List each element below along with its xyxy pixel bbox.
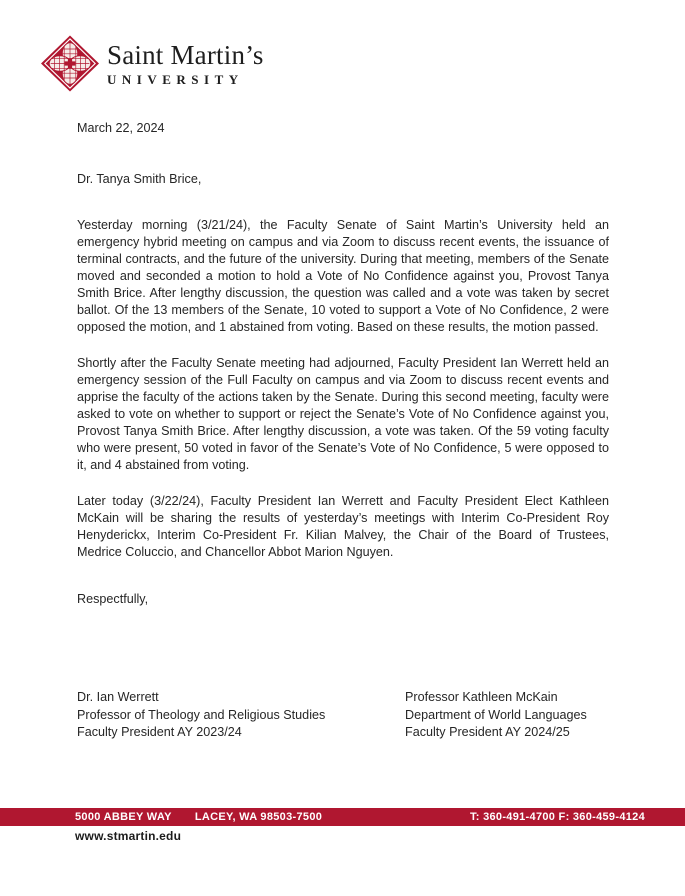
signer-title: Professor of Theology and Religious Studies bbox=[77, 707, 326, 722]
paragraph-2: Shortly after the Faculty Senate meeting had adjourned, Faculty President Ian Werrett held an emergency session of the Full Faculty on campus and via Zoom to discuss recent events and apprise the faculty of the actions taken by the Senate. During this second meeting, faculty were asked to vote on whether to support or reject the Senate’s Vote of No Confidence against you, Provost Tanya Smith Brice. After lengthy discussion, a vote was taken. Of the 59 voting faculty who were present, 50 voted in favor of the Senate’s Vote of No Confidence, 5 were opposed to it, and 4 abstained from voting. bbox=[77, 356, 609, 472]
paragraph-1: Yesterday morning (3/21/24), the Faculty Senate of Saint Martin’s University held an emergency hybrid meeting on campus and via Zoom to discuss recent events, the issuance of terminal contracts, and the future of the university. During that meeting, members of the Senate moved and seconded a motion to hold a Vote of No Confidence against you, Provost Tanya Smith Brice. After lengthy discussion, the question was called and a vote was taken by secret ballot. Of the 13 members of the Senate, 10 voted to support a Vote of No Confidence, 2 were opposed the motion, and 1 abstained from voting. Based on these results, the motion passed. bbox=[77, 218, 609, 334]
salutation: Dr. Tanya Smith Brice, bbox=[77, 172, 202, 186]
signer-role: Faculty President AY 2023/24 bbox=[77, 725, 242, 739]
signer-role: Faculty President AY 2024/25 bbox=[405, 725, 570, 739]
footer-bar bbox=[0, 808, 685, 826]
university-wordmark bbox=[107, 41, 264, 88]
org-subtitle: UNIVERSITY bbox=[107, 72, 244, 88]
footer-address bbox=[75, 811, 322, 823]
letter-date: March 22, 2024 bbox=[77, 121, 165, 135]
signature-block-werrett bbox=[77, 689, 405, 742]
paragraph-3: Later today (3/22/24), Faculty President Ian Werrett and Faculty President Elect Kathleen McKain will be sharing the results of yesterday’s meetings with Interim Co-President Roy Henyderickx, Interim Co-President Fr. Kilian Malvey, the Chair of the Board of Trustees, Medrice Coluccio, and Chancellor Abbot Marion Nguyen. bbox=[77, 494, 609, 559]
letterhead bbox=[41, 35, 264, 92]
signer-name: Professor Kathleen McKain bbox=[405, 690, 558, 704]
signature-block-mckain bbox=[405, 689, 609, 742]
signer-name: Dr. Ian Werrett bbox=[77, 690, 159, 704]
signature-row bbox=[77, 689, 609, 742]
university-logo-icon bbox=[41, 35, 99, 92]
signer-title: Department of World Languages bbox=[405, 707, 587, 722]
footer-phone-fax: T: 360-491-4700 F: 360-459-4124 bbox=[469, 811, 645, 823]
footer-street: 5000 ABBEY WAY bbox=[75, 811, 172, 823]
footer-website: www.stmartin.edu bbox=[75, 829, 182, 843]
org-name: Saint Martin’s bbox=[107, 40, 264, 70]
closing: Respectfully, bbox=[77, 592, 149, 606]
letter-body bbox=[77, 120, 609, 608]
footer-city: LACEY, WA 98503-7500 bbox=[194, 811, 323, 823]
